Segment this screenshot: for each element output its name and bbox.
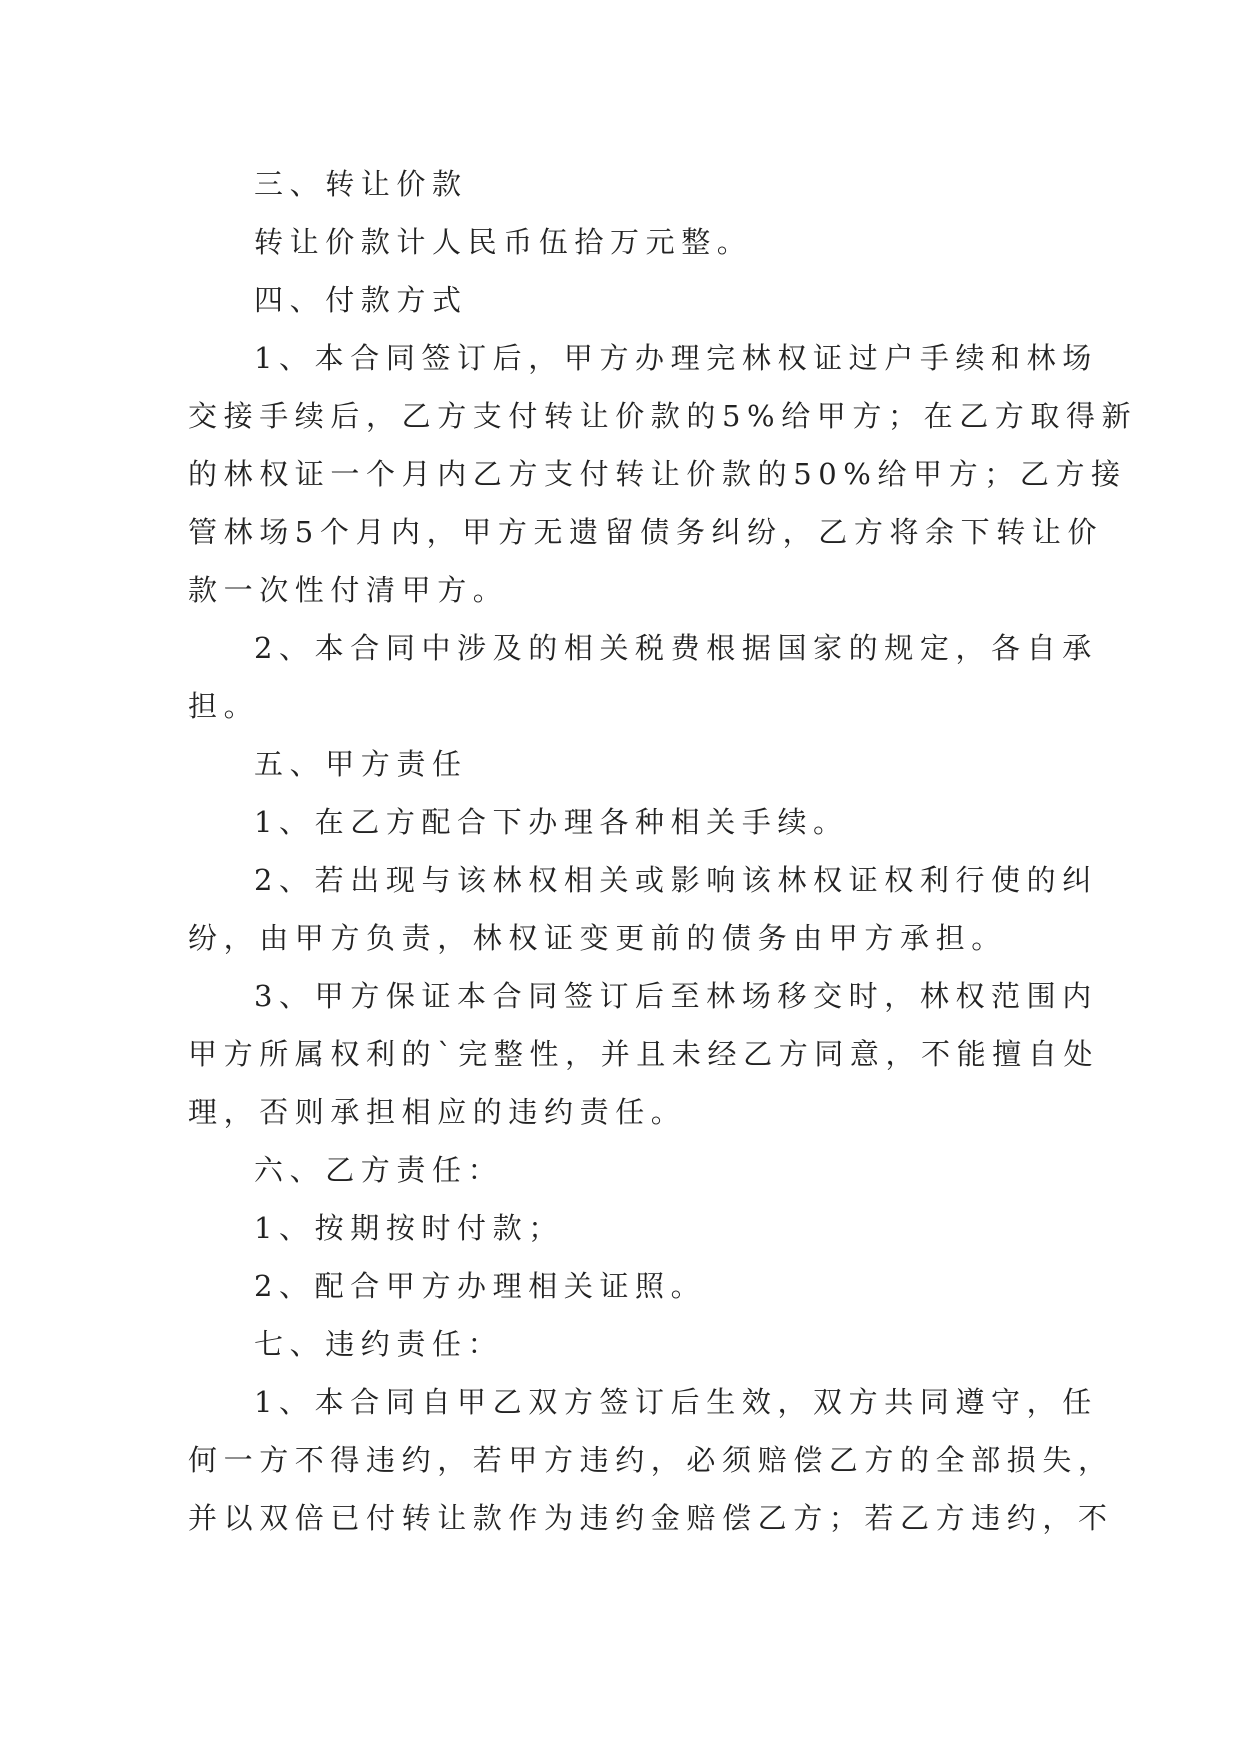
document-body [188,155,1138,1547]
paragraph-line: 2、本合同中涉及的相关税费根据国家的规定，各自承 [254,631,1098,665]
section-heading-breach-liability: 七、违约责任： [254,1327,504,1361]
paragraph-line: 担。 [188,689,260,723]
paragraph-line: 2、配合甲方办理相关证照。 [254,1269,707,1303]
paragraph-line: 的林权证一个月内乙方支付转让价款的50%给甲方；乙方接 [188,457,1127,491]
section-heading-payment-method: 四、付款方式 [254,283,468,317]
paragraph-line: 何一方不得违约，若甲方违约，必须赔偿乙方的全部损失， [188,1443,1114,1477]
section-heading-transfer-price: 三、转让价款 [254,167,468,201]
paragraph-transfer-price: 转让价款计人民币伍拾万元整。 [254,225,753,259]
paragraph-line: 款一次性付清甲方。 [188,573,509,607]
section-heading-party-a-duties: 五、甲方责任 [254,747,468,781]
paragraph-line: 1、本合同自甲乙双方签订后生效，双方共同遵守，任 [254,1385,1098,1419]
paragraph-line: 交接手续后，乙方支付转让价款的5%给甲方；在乙方取得新 [188,399,1138,433]
paragraph-line: 理，否则承担相应的违约责任。 [188,1095,687,1129]
paragraph-line: 并以双倍已付转让款作为违约金赔偿乙方；若乙方违约，不 [188,1501,1114,1535]
paragraph-line: 3、甲方保证本合同签订后至林场移交时，林权范围内 [254,979,1098,1013]
section-heading-party-b-duties: 六、乙方责任： [254,1153,504,1187]
paragraph-line: 1、在乙方配合下办理各种相关手续。 [254,805,849,839]
paragraph-line: 纷，由甲方负责，林权证变更前的债务由甲方承担。 [188,921,1007,955]
paragraph-line: 1、本合同签订后，甲方办理完林权证过户手续和林场 [254,341,1098,375]
paragraph-line: 2、若出现与该林权相关或影响该林权证权利行使的纠 [254,863,1098,897]
paragraph-line: 管林场5个月内，甲方无遗留债务纠纷，乙方将余下转让价 [188,515,1104,549]
paragraph-line: 甲方所属权利的`完整性，并且未经乙方同意，不能擅自处 [188,1037,1100,1071]
paragraph-line: 1、按期按时付款； [254,1211,564,1245]
